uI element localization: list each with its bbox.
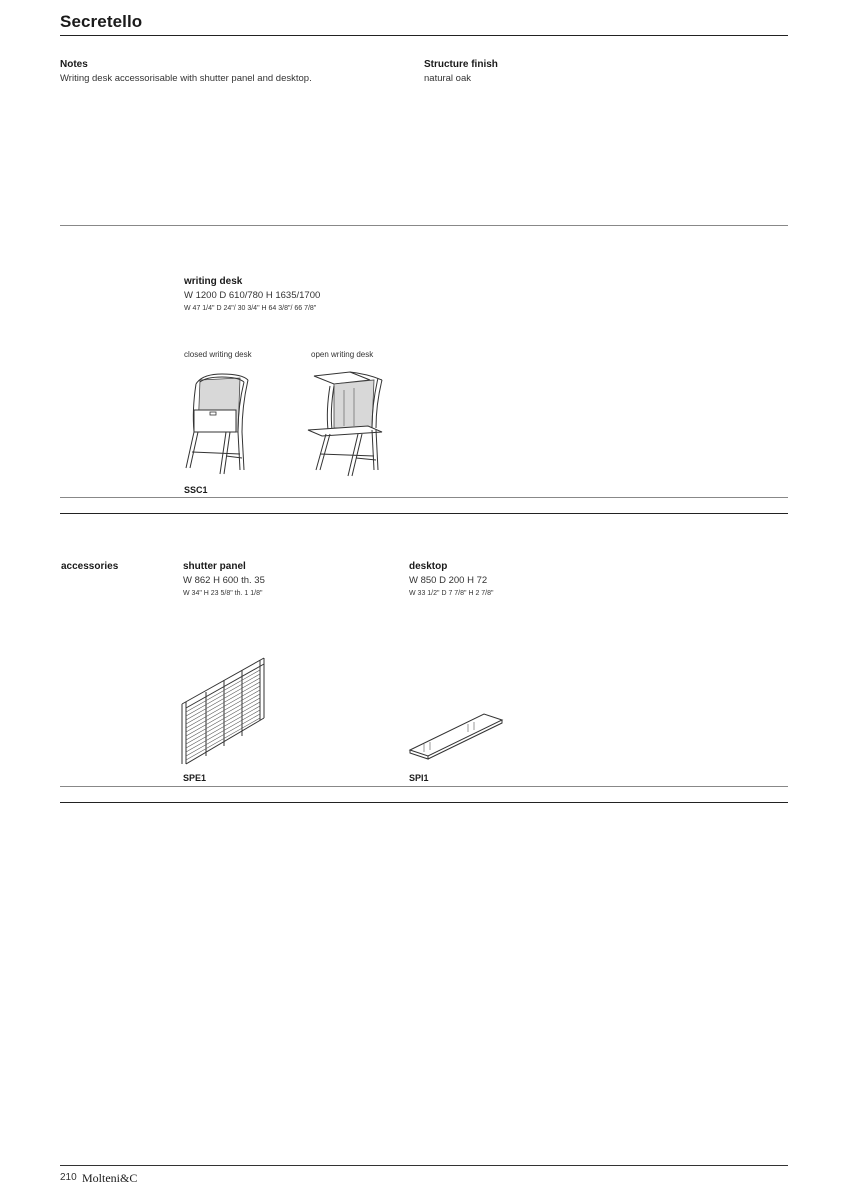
shutter-panel-dims-in: W 34" H 23 5/8" th. 1 1/8": [183, 590, 263, 597]
caption-open-desk: open writing desk: [311, 350, 374, 359]
writing-desk-code: SSC1: [184, 485, 208, 495]
accessories-top-divider: [60, 513, 788, 514]
writing-desk-dims-in: W 47 1/4" D 24"/ 30 3/4" H 64 3/8"/ 66 7/8": [184, 305, 317, 312]
accessories-divider: [60, 786, 788, 787]
writing-desk-name: writing desk: [184, 276, 243, 287]
closed-writing-desk-drawing: [182, 370, 254, 480]
section-divider: [60, 225, 788, 226]
caption-closed-desk: closed writing desk: [184, 350, 252, 359]
notes-heading: Notes: [60, 59, 88, 70]
shutter-panel-code: SPE1: [183, 773, 207, 783]
brand-logo: Molteni&C: [82, 1171, 138, 1185]
accessories-bottom-divider: [60, 802, 788, 803]
notes-text: Writing desk accessorisable with shutter panel and desktop.: [60, 73, 312, 84]
desktop-name: desktop: [409, 561, 448, 572]
open-writing-desk-drawing: [304, 370, 388, 480]
writing-desk-divider: [60, 497, 788, 498]
page-number: 210: [60, 1172, 77, 1183]
writing-desk-dims-mm: W 1200 D 610/780 H 1635/1700: [184, 290, 321, 301]
shutter-panel-name: shutter panel: [183, 561, 246, 572]
header-divider: [60, 35, 788, 36]
page-title: Secretello: [60, 12, 143, 31]
accessories-label: accessories: [61, 561, 119, 572]
desktop-dims-mm: W 850 D 200 H 72: [409, 575, 488, 586]
footer-divider: [60, 1165, 788, 1166]
desktop-dims-in: W 33 1/2" D 7 7/8" H 2 7/8": [409, 590, 494, 597]
desktop-code: SPI1: [409, 773, 429, 783]
structure-finish-text: natural oak: [424, 73, 472, 84]
shutter-panel-drawing: [176, 652, 272, 768]
desktop-drawing: [406, 706, 506, 764]
structure-finish-heading: Structure finish: [424, 59, 498, 70]
shutter-panel-dims-mm: W 862 H 600 th. 35: [183, 575, 265, 586]
